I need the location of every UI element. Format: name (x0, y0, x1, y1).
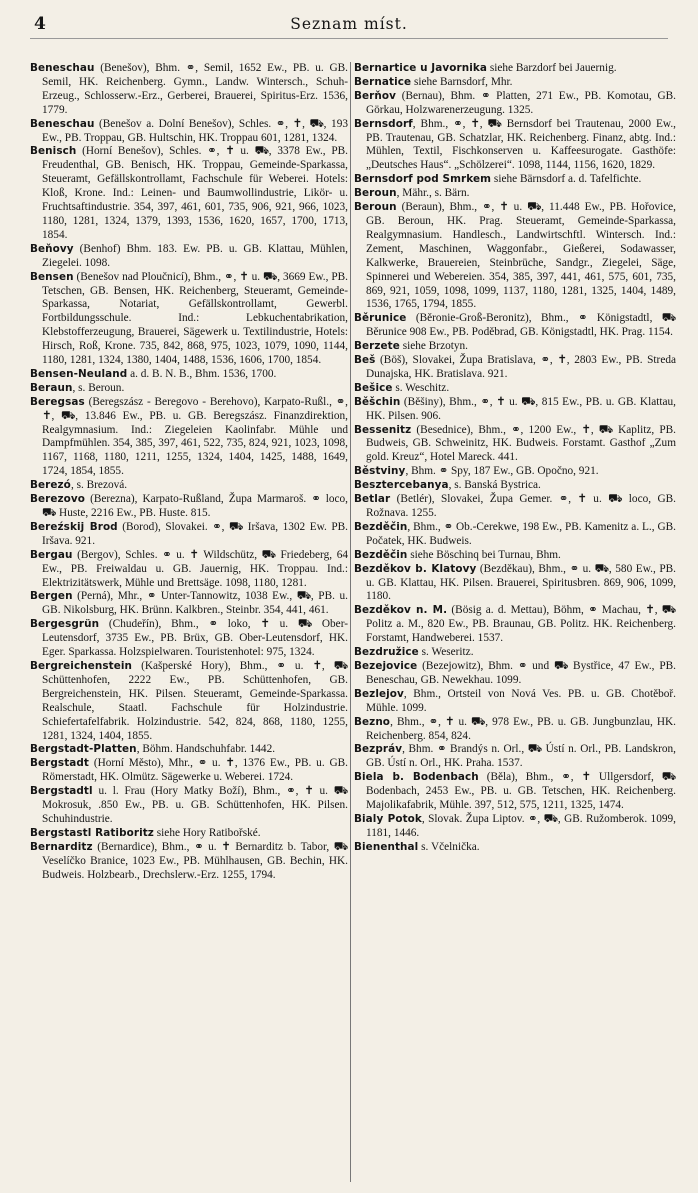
entry-text: (Běla), Bhm., ⚭, ✝ Ullgersdorf, ⛟ Bodenbach, 2453 Ew., PB. u. GB. Tetschen, HK. Reichenberg. Majolikafabrik, Mühle. 397, 512, 575, 1211, 1325, 1474. (366, 771, 676, 812)
entry-text: (Bernardice), Bhm., ⚭ u. ✝ Bernarditz b. Tabor, ⛟ Veselíčko Branice, 1023 Ew., PB. Mühlhausen, GB. Bechin, HK. Budweis. Holzbearb., Drechslerw.-Erz. 1255, 1794. (42, 840, 348, 881)
entry-headword: Berzete (354, 340, 400, 353)
entry-text: (Perná), Mhr., ⚭ Unter-Tannowitz, 1038 Ew., ⛟, PB. u. GB. Nikolsburg, HK. Brünn. Kalkbren., Steinbr. 354, 441, 461. (42, 590, 348, 617)
entry-text: siehe Böschinq bei Turnau, Bhm. (407, 548, 561, 561)
entry-headword: Beraun (30, 381, 73, 394)
entry-headword: Běstviny (354, 465, 406, 478)
directory-entry (354, 354, 676, 382)
directory-entry (354, 201, 676, 312)
entry-text: (Beregszász - Beregovo - Berehovo), Karpato-Rußl., ⚭, ✝, ⛟, 13.846 Ew., PB. u. GB. Beregszász. Finanzdirektion, Realgymnasium. Ind.: Ziegeleien Kaolinfabr. Mühle und Dampfmühlen. 354, 385, 397, 461, 522, 735, 824, 921, 1023, 1098, 1167, 1168, 1180, 1211, 1255, 1324, 1404, 1425, 1488, 1649, 1724, 1854, 1855. (42, 395, 348, 478)
directory-entry (30, 382, 348, 396)
entry-text: (Betlér), Slovakei, Župa Gemer. ⚭, ✝ u. ⛟ loco, GB. Rožnava. 1255. (366, 493, 676, 519)
entry-headword: Bezděkov b. Klatovy (354, 562, 477, 575)
entry-text: u. l. Frau (Hory Matky Boží), Bhm., ⚭, ✝ u. ⛟ Mokrosuk, .850 Ew., PB. u. GB. Schüttenhofen, HK. Pilsen. Schuhindustrie. (42, 785, 348, 825)
directory-entry (30, 493, 348, 521)
entry-headword: Bergstadt (30, 757, 89, 770)
directory-entry (30, 757, 348, 785)
entry-headword: Bernsdorf (354, 117, 413, 130)
directory-entry (354, 312, 676, 340)
entry-text: siehe Brzotyn. (399, 340, 468, 353)
page-title: Seznam míst. (290, 15, 408, 33)
entry-headword: Bergreichenstein (30, 659, 133, 672)
entry-headword: Beroun (354, 187, 397, 200)
entry-headword: Betlar (354, 493, 391, 506)
directory-entry (30, 660, 348, 743)
entry-headword: Bernartice u Javornika (354, 62, 487, 74)
entry-headword: Běrunice (354, 312, 407, 325)
directory-entry (30, 62, 348, 118)
directory-entry (30, 118, 348, 146)
entry-text: (Horní Benešov), Schles. ⚭, ✝ u. ⛟, 3378 Ew., PB. Freudenthal, GB. Benisch, HK. Troppau, Gemeinde-Sparkassa, Steueramt, Gefällskontrollamt, Fachschule für Weberei. Hotels: Kloß, Krone. Ind.: Leinen- und Baumwollindustrie, Likör- u. Fruchtsaftindustrie. 354, 397, 461, 601, 735, 906, 921, 966, 1023, 1180, 1281, 1324, 1379, 1393, 1536, 1620, 1657, 1700, 1713, 1854. (42, 145, 348, 241)
entry-headword: Beňovy (30, 242, 74, 255)
entry-text: (Chudeřín), Bhm., ⚭ loko, ✝ u. ⛟ Ober-Leutensdorf, 3735 Ew., PB. Brüx, GB. Ober-Leutensdorf, HK. Eger. Sparkassa. Holzspielwaren. Touristenhotel: 975, 1324. (42, 618, 348, 659)
directory-entry (354, 688, 676, 716)
entry-text: siehe Barnsdorf, Mhr. (411, 75, 513, 88)
page-number: 4 (34, 14, 46, 34)
directory-entry (354, 340, 676, 354)
entry-text: (Bergov), Schles. ⚭ u. ✝ Wildschütz, ⛟ Friedeberg, 64 Ew., PB. Freiwaldau u. GB. Jauernig, HK. Troppau. Ind.: Elektrizitätswerk, Mühle und Brettsäge. 1098, 1180, 1281. (42, 548, 348, 589)
entry-text: a. d. B. N. B., Bhm. 1536, 1700. (127, 367, 277, 380)
directory-entry (30, 521, 348, 549)
column-divider (350, 62, 351, 1182)
entry-headword: Bergen (30, 590, 73, 603)
entry-text: siehe Hory Ratibořské. (153, 826, 261, 839)
entry-text: (Benešov), Bhm. ⚭, Semil, 1652 Ew., PB. u. GB. Semil, HK. Reichenberg. Gymn., Landw. Wintersch., Schuh-Erzeug., Schlosserw.-Erz., Gerberei, Brauerei, Spiritus-Erz. 1536, 1779. (42, 62, 348, 116)
page-header (30, 14, 668, 39)
entry-text: s. Weschitz. (392, 381, 450, 394)
entry-text: (Borod), Slovakei. ⚭, ⛟ Iršava, 1302 Ew. PB. Iršava. 921. (42, 520, 348, 547)
entry-headword: Bezdružice (354, 646, 419, 659)
directory-entry (30, 479, 348, 493)
entry-text: s. Včelnička. (418, 840, 480, 853)
directory-entry (30, 145, 348, 242)
entry-headword: Beroun (354, 201, 397, 214)
entry-text: (Běronie-Groß-Beronitz), Bhm., ⚭ Königstadtl, ⛟ Běrunice 908 Ew., PB. Poděbrad, GB. Königstadtl, HK. Prag. 1154. (366, 312, 676, 339)
entry-headword: Bessenitz (354, 423, 412, 436)
directory-entry (354, 173, 676, 187)
entry-text: (Benešov a. Dolní Benešov), Schles. ⚭, ✝, ⛟, 193 Ew., PB. Troppau, GB. Hultschin, HK. Troppau 601, 1281, 1324. (42, 117, 348, 144)
entry-headword: Beneschau (30, 62, 95, 74)
entry-headword: Biela b. Bodenbach (354, 771, 479, 784)
entry-headword: Bezejovice (354, 659, 418, 672)
left-column (30, 62, 348, 1182)
entry-headword: Bernarditz (30, 840, 93, 853)
entry-headword: Bezlejov (354, 687, 404, 700)
entry-text: (Bernau), Bhm. ⚭ Platten, 271 Ew., PB. Komotau, GB. Görkau, Holzwarenerzeugung. 1325. (366, 89, 676, 116)
entry-headword: Bergstastl Ratiboritz (30, 826, 154, 839)
entry-text: , s. Brezová. (70, 479, 128, 492)
entry-headword: Bezděčin (354, 520, 408, 533)
directory-entry (354, 396, 676, 424)
entry-headword: Bešice (354, 381, 393, 394)
entry-text: , Slovak. Župa Liptov. ⚭, ⛟, GB. Ružomberok. 1099, 1181, 1446. (366, 812, 676, 839)
directory-entry (354, 841, 676, 855)
entry-headword: Beneschau (30, 117, 95, 130)
entry-headword: Bezpráv (354, 743, 403, 756)
directory-entry (354, 813, 676, 841)
directory-entry (354, 493, 676, 521)
entry-headword: Beš (354, 354, 376, 367)
directory-entry (30, 841, 348, 883)
directory-entry (354, 465, 676, 479)
directory-entry (354, 187, 676, 201)
directory-entry (354, 118, 676, 174)
entry-headword: Beregsas (30, 395, 85, 408)
directory-entry (354, 563, 676, 605)
entry-headword: Bezděkov n. M. (354, 604, 448, 617)
entry-text: (Kašperské Hory), Bhm., ⚭ u. ✝, ⛟ Schüttenhofen, 2222 Ew., PB. Schüttenhofen, GB. Bergreichenstein, HK. Pilsen. Steueramt, Gemeinde-Sparkassa. Realschule, Staatl. Fachschule für Holzindustrie. Schiefertafelfabrik. Holzindustrie. 542, 824, 868, 1180, 1255, 1281, 1324, 1404, 1855. (42, 659, 348, 742)
entry-headword: Benisch (30, 145, 77, 158)
directory-entry (30, 271, 348, 368)
directory-entry (30, 827, 348, 841)
entry-text: , Bhm. ⚭ Spy, 187 Ew., GB. Opočno, 921. (405, 465, 599, 478)
directory-entry (30, 785, 348, 827)
directory-entry (354, 424, 676, 466)
entry-headword: Besztercebanya (354, 479, 449, 492)
directory-entry (354, 382, 676, 396)
entry-headword: Bezděčin (354, 548, 408, 561)
entry-text: (Horní Město), Mhr., ⚭ u. ✝, 1376 Ew., PB. u. GB. Römerstadt, HK. Olmütz. Sägewerke u. Weberei. 1724. (42, 757, 348, 784)
entry-headword: Berňov (354, 89, 397, 102)
entry-headword: Bialy Potok (354, 812, 422, 825)
entry-text: , Bhm., Ortsteil von Nová Ves. PB. u. GB. Chotěboř. Mühle. 1099. (366, 687, 676, 714)
entry-headword: Bienenthal (354, 840, 419, 853)
entry-headword: Bergesgrün (30, 618, 100, 631)
entry-headword: Bergau (30, 548, 73, 561)
entry-headword: Bereźskij Brod (30, 520, 118, 533)
directory-entry (30, 743, 348, 757)
entry-text: , Bhm., ⚭, ✝, ⛟ Bernsdorf bei Trautenau, 2000 Ew., PB. Trautenau, GB. Schatzlar, HK. Reichenberg. Finanz, abtg. Ind.: Mühlen, Textil, Fischkonserven u. Kaffeesurogate. Gasthöfe: „Deutsches Haus“. „Schölzerei“. 1098, 1144, 1156, 1620, 1829. (366, 117, 676, 172)
directory-entry (354, 604, 676, 646)
entry-headword: Berezó (30, 479, 71, 492)
entry-text: s. Weseritz. (418, 646, 474, 659)
entry-text: (Benešov nad Ploučnicí), Bhm., ⚭, ✝ u. ⛟, 3669 Ew., PB. Tetschen, GB. Bensen, HK. Reichenberg, Steueramt, Gemeinde-Sparkassa, Notariat, Gefällskontrollamt, Gewerbl. Fortbildungsschule. Ind.: Lebkuchentabrikation, Klebstofferzeugung, Brauerei, Sägewerk u. Textilindustrie, Hotels: Hirsch, Roß, Krone. 735, 842, 868, 975, 1023, 1079, 1090, 1144, 1180, 1281, 1324, 1380, 1404, 1488, 1536, 1606, 1700, 1854. (42, 270, 348, 367)
entry-text: (Beraun), Bhm., ⚭, ✝ u. ⛟, 11.448 Ew., PB. Hořovice, GB. Beroun, HK. Prag. Steueramt, Gemeinde-Sparkassa, Realgymnasium. Handlesch., Landwirtschftl. Wintersch. Ind.: Zement, Maschinen, Waggonfabr., Gießerei, Sodawasser, Kalkwerke, Brauereien, Steinbrüche, Sandgr., Ziegelei, Säge, Spinnerei und Webereien. 354, 385, 397, 441, 461, 575, 601, 735, 869, 921, 1059, 1098, 1099, 1137, 1180, 1281, 1325, 1404, 1489, 1536, 1765, 1794, 1855. (366, 201, 676, 311)
entry-text: , Böhm. Handschuhfabr. 1442. (136, 743, 276, 756)
entry-headword: Bernatice (354, 75, 412, 88)
entry-headword: Bensen (30, 270, 74, 283)
directory-entry (354, 521, 676, 549)
entry-text: , Bhm., ⚭, ✝ u. ⛟, 978 Ew., PB. u. GB. Jungbunzlau, HK. Reichenberg. 854, 824. (366, 715, 676, 742)
directory-entry (354, 62, 676, 76)
entry-text: , s. Banská Bystrica. (448, 479, 541, 492)
entry-headword: Bergstadt-Platten (30, 743, 137, 756)
entry-text: (Besednice), Bhm., ⚭, 1200 Ew., ✝, ⛟ Kaplitz, PB. Budweis, GB. Schweinitz, HK. Budweis. Forstamt. Gasthof „Zum gold. Kreuz“, Hotel Mareck. 441. (366, 423, 676, 464)
entry-text: , Bhm., ⚭ Ob.-Cerekwe, 198 Ew., PB. Kamenitz a. L., GB. Počatek, HK. Budweis. (366, 520, 676, 547)
entry-text: (Böš), Slovakei, Župa Bratislava, ⚭, ✝, 2803 Ew., PB. Streda Dunajska, HK. Bratislava. 921. (366, 354, 676, 380)
directory-entry (354, 90, 676, 118)
directory-entry (354, 743, 676, 771)
directory-entry (354, 660, 676, 688)
directory-entry (30, 618, 348, 660)
entry-headword: Bernsdorf pod Smrkem (354, 173, 492, 186)
entry-headword: Bezno (354, 715, 391, 728)
directory-entry (30, 590, 348, 618)
entry-text: (Benhof) Bhm. 183. Ew. PB. u. GB. Klattau, Mühlen, Ziegelei. 1098. (42, 242, 348, 269)
directory-entry (354, 771, 676, 813)
directory-entry (30, 549, 348, 591)
entry-headword: Bergstadtl (30, 785, 93, 798)
entry-text: siehe Barzdorf bei Jauernig. (487, 62, 617, 74)
entry-text: , s. Beroun. (72, 381, 125, 394)
entry-text: (Berezna), Karpato-Rußland, Župa Marmaroš. ⚭ loco, ⛟ Huste, 2216 Ew., PB. Huste. 815. (42, 493, 348, 519)
entry-text: (Běšiny), Bhm., ⚭, ✝ u. ⛟, 815 Ew., PB. u. GB. Klattau, HK. Pilsen. 906. (366, 395, 676, 422)
directory-entry (30, 396, 348, 479)
directory-entry (354, 716, 676, 744)
directory-entry (354, 549, 676, 563)
entry-headword: Běšchin (354, 395, 401, 408)
directory-entry (30, 243, 348, 271)
directory-entry (354, 76, 676, 90)
entry-text: , Mähr., s. Bärn. (396, 187, 470, 200)
entry-text: , Bhm. ⚭ Brandýs n. Orl., ⛟ Ústí n. Orl., PB. Landskron, GB. Ústí n. Orl., HK. Praha. 1537. (366, 743, 676, 770)
directory-entry (354, 479, 676, 493)
entry-text: (Bezděkau), Bhm., ⚭ u. ⛟, 580 Ew., PB. u. GB. Klattau, HK. Pilsen. Brauerei, Spiritusbren. 869, 906, 1099, 1180. (366, 562, 676, 603)
entry-text: (Bezejowitz), Bhm. ⚭ und ⛟ Bystřice, 47 Ew., PB. Beneschau, GB. Newekhau. 1099. (366, 659, 676, 686)
entry-headword: Berezovo (30, 493, 86, 506)
entry-text: siehe Bärnsdorf a. d. Tafelfichte. (491, 173, 642, 186)
right-column (354, 62, 676, 1182)
directory-entry (354, 646, 676, 660)
entry-headword: Bensen-Neuland (30, 367, 128, 380)
directory-entry (30, 368, 348, 382)
entry-text: (Bösig a. d. Mettau), Böhm, ⚭ Machau, ✝, ⛟ Politz a. M., 820 Ew., PB. Braunau, GB. Politz. HK. Reichenberg. Forstamt, Handweberei. 1537. (366, 604, 676, 645)
